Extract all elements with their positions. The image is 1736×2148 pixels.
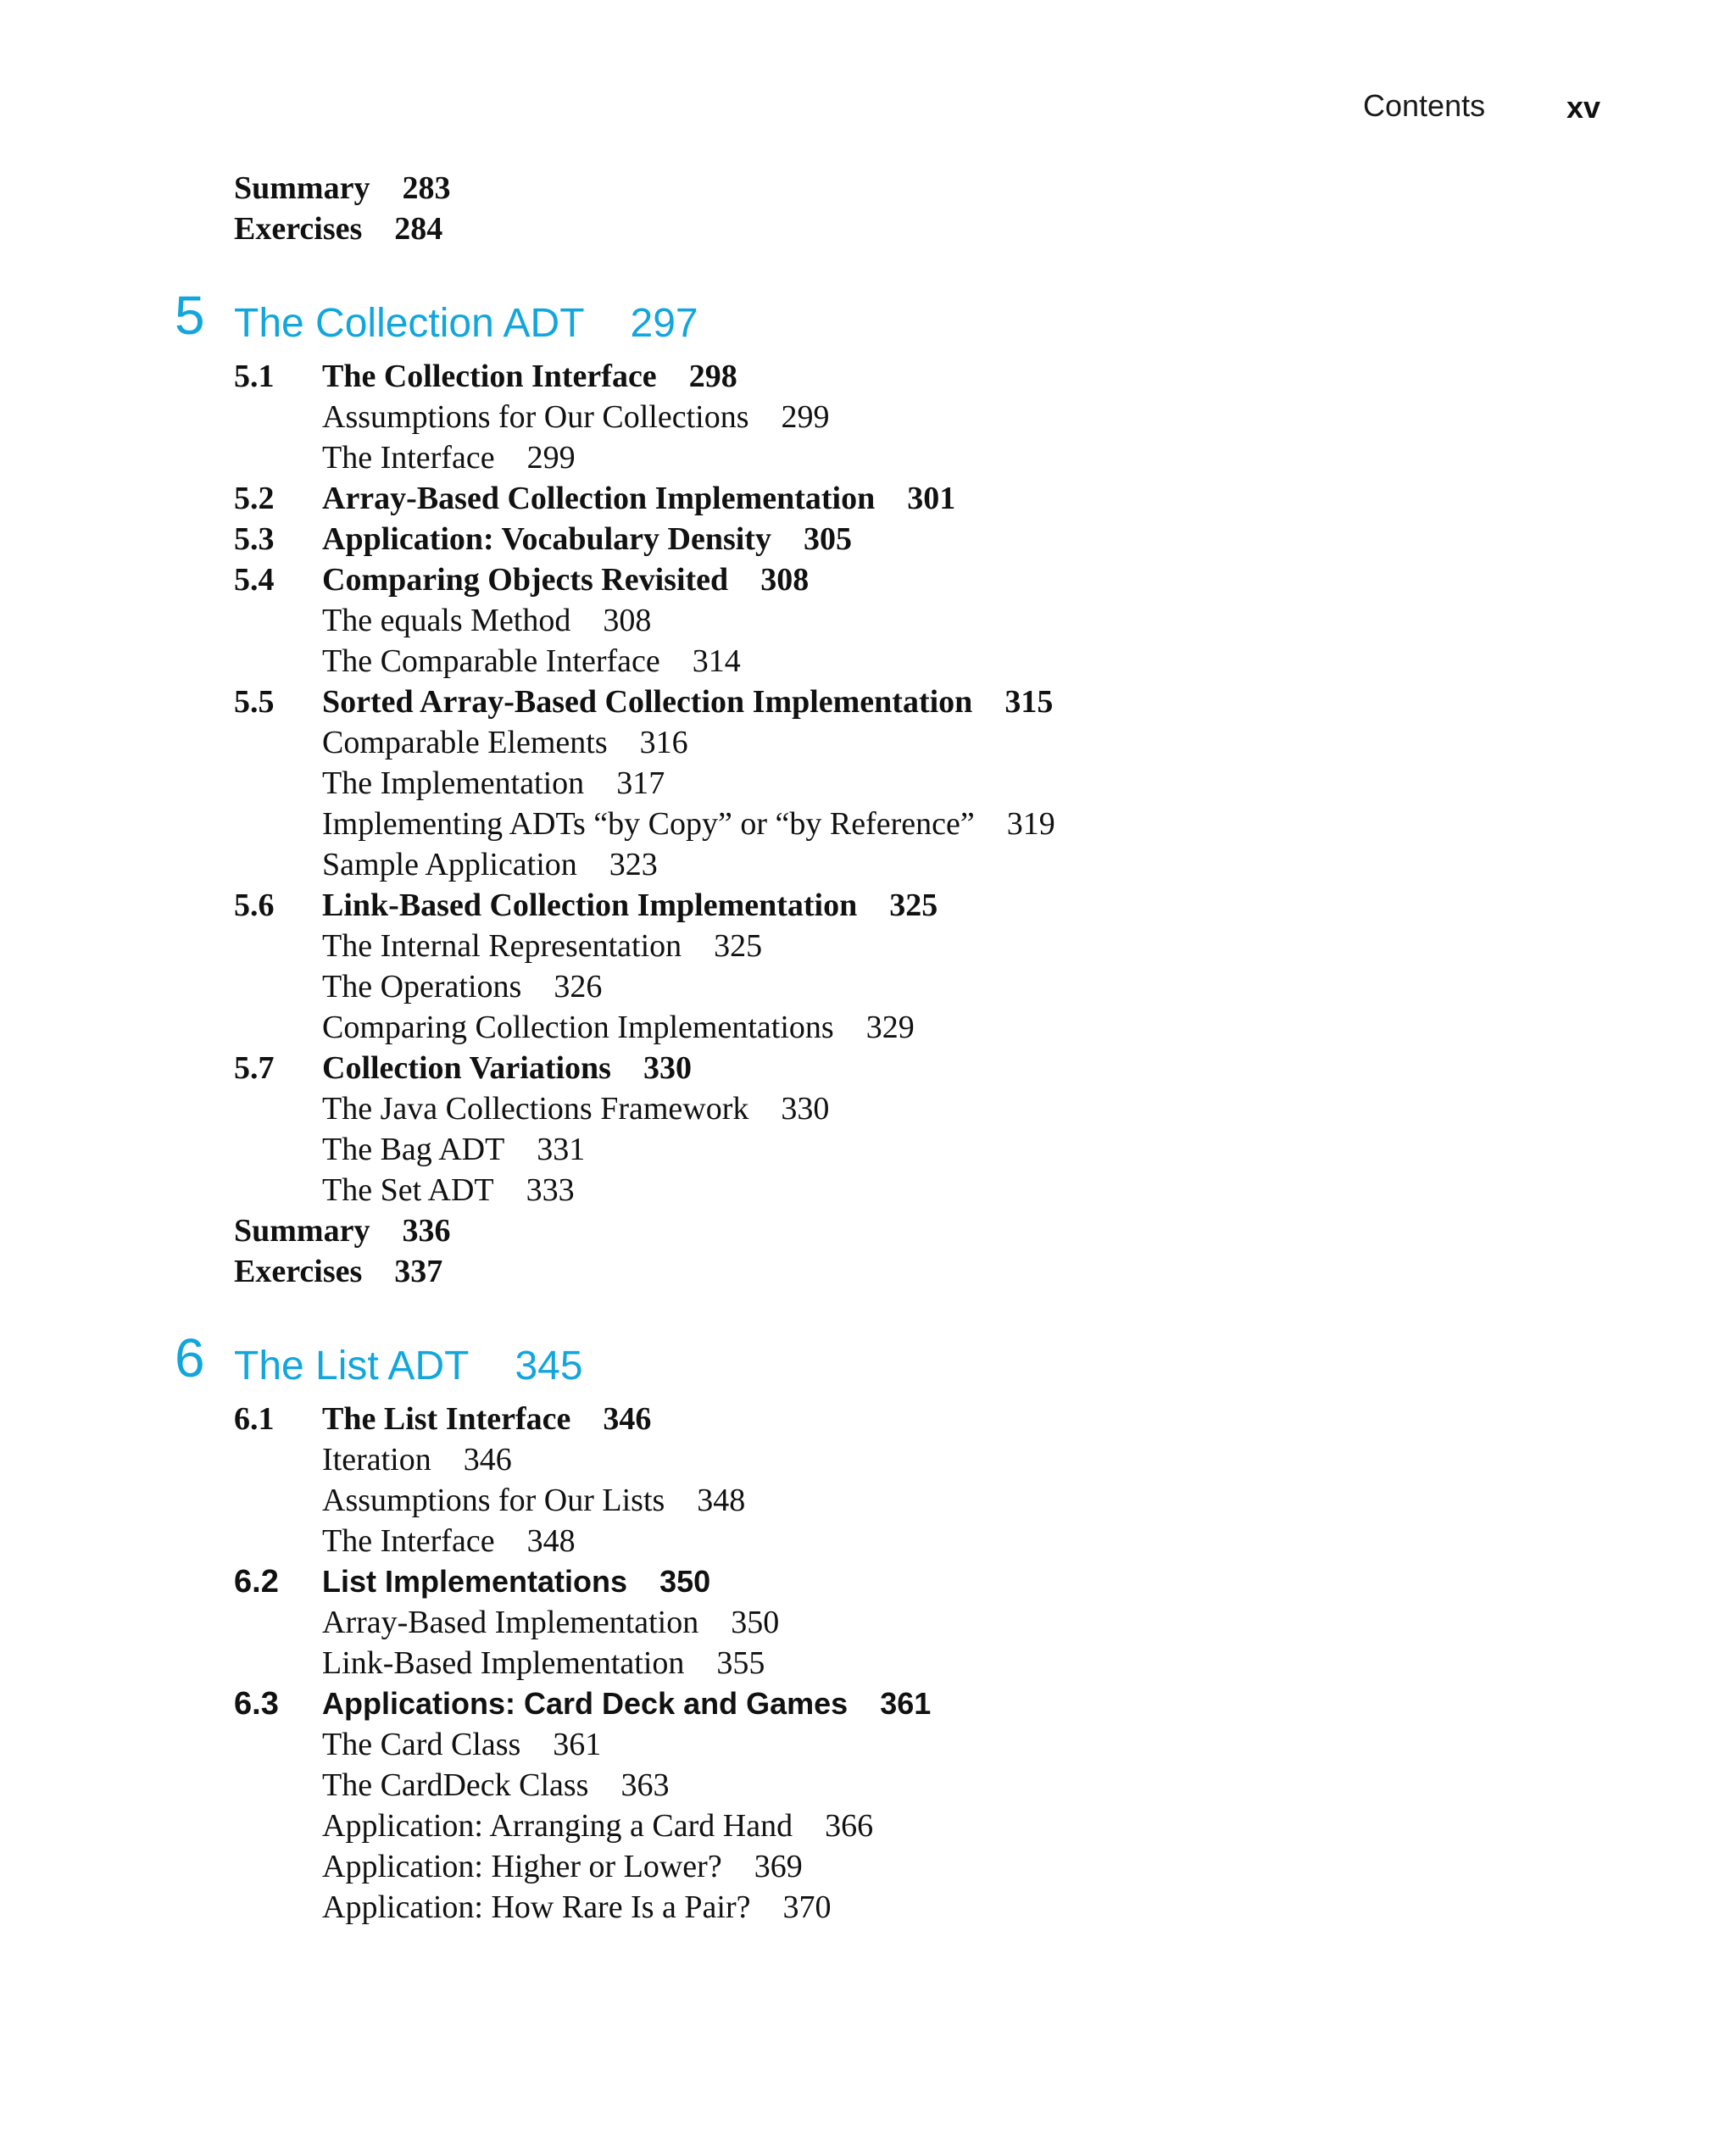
- subsection-entry[interactable]: [0, 1088, 1736, 1129]
- subsection-title-label: The Java Collections Framework: [322, 1091, 749, 1127]
- subsection-title-label: Application: How Rare Is a Pair?: [322, 1889, 751, 1925]
- subsection-entry[interactable]: [0, 844, 1736, 885]
- subsection-page: 370: [782, 1889, 832, 1925]
- subsection-entry[interactable]: [0, 966, 1736, 1007]
- toc-item-title: [234, 1251, 442, 1292]
- section-title: [322, 1683, 931, 1724]
- section-page: 305: [803, 521, 852, 557]
- subsection-entry[interactable]: [0, 763, 1736, 804]
- section-title: [322, 1048, 692, 1088]
- subsection-entry[interactable]: [0, 397, 1736, 437]
- section-number: 5.1: [234, 359, 275, 394]
- toc-item-entry[interactable]: [0, 209, 1736, 249]
- section-number: 6.3: [234, 1686, 279, 1722]
- subsection-title-label: Link-Based Implementation: [322, 1645, 685, 1681]
- section-entry[interactable]: [0, 1399, 1736, 1439]
- subsection-title: [322, 397, 829, 437]
- subsection-entry[interactable]: [0, 1439, 1736, 1480]
- header-label: Contents: [1363, 88, 1486, 123]
- subsection-title: [322, 1439, 512, 1480]
- subsection-title-label: The Interface: [322, 440, 495, 476]
- subsection-page: 350: [731, 1605, 780, 1640]
- subsection-page: 330: [781, 1091, 830, 1127]
- subsection-title-label: The Interface: [322, 1523, 495, 1559]
- subsection-page: 325: [714, 928, 763, 964]
- section-entry[interactable]: [0, 559, 1736, 600]
- section-entry[interactable]: [0, 1048, 1736, 1088]
- subsection-title-label: The Operations: [322, 969, 522, 1004]
- toc-item-page: 337: [394, 1254, 443, 1289]
- section-page: 301: [907, 481, 956, 516]
- chapter-number: 5: [175, 285, 205, 346]
- subsection-page: 361: [553, 1727, 602, 1762]
- section-title-label: Comparing Objects Revisited: [322, 562, 729, 598]
- subsection-title-label: Assumptions for Our Collections: [322, 399, 749, 435]
- subsection-title: [322, 1521, 576, 1561]
- section-entry[interactable]: [0, 1683, 1736, 1724]
- subsection-entry[interactable]: [0, 1129, 1736, 1170]
- toc-item-title: [234, 209, 442, 249]
- subsection-entry[interactable]: [0, 1724, 1736, 1765]
- subsection-title-label: The CardDeck Class: [322, 1767, 589, 1803]
- subsection-title: [322, 722, 688, 763]
- subsection-title-label: Application: Higher or Lower?: [322, 1849, 722, 1884]
- section-title-label: Link-Based Collection Implementation: [322, 888, 858, 923]
- subsection-page: 317: [616, 765, 665, 801]
- subsection-title-label: Sample Application: [322, 847, 577, 882]
- section-title: [322, 885, 938, 926]
- section-page: 346: [603, 1401, 652, 1437]
- toc-item-entry[interactable]: [0, 1251, 1736, 1292]
- section-page: 361: [880, 1686, 932, 1721]
- toc-item-label: Summary: [234, 1213, 370, 1249]
- subsection-entry[interactable]: [0, 437, 1736, 478]
- subsection-entry[interactable]: [0, 1643, 1736, 1683]
- subsection-entry[interactable]: [0, 1846, 1736, 1887]
- subsection-title-label: The Internal Representation: [322, 928, 682, 964]
- section-title-label: Sorted Array-Based Collection Implementation: [322, 684, 973, 720]
- subsection-page: 333: [526, 1172, 575, 1208]
- subsection-title-label: Comparing Collection Implementations: [322, 1010, 834, 1045]
- toc-item-title: [234, 1210, 450, 1251]
- chapter-heading[interactable]: [0, 266, 1736, 356]
- chapter-page: 297: [630, 301, 698, 346]
- section-title-label: Application: Vocabulary Density: [322, 521, 771, 557]
- subsection-entry[interactable]: [0, 926, 1736, 966]
- section-entry[interactable]: [0, 1561, 1736, 1602]
- subsection-entry[interactable]: [0, 1602, 1736, 1643]
- subsection-title: [322, 763, 665, 804]
- subsection-page: 299: [526, 440, 576, 476]
- chapter-title: [234, 300, 698, 348]
- toc-item-entry[interactable]: [0, 168, 1736, 209]
- subsection-title: [322, 1846, 803, 1887]
- subsection-entry[interactable]: [0, 1007, 1736, 1048]
- subsection-title-label: Array-Based Implementation: [322, 1605, 699, 1640]
- subsection-entry[interactable]: [0, 1887, 1736, 1928]
- subsection-title: [322, 1007, 915, 1048]
- section-entry[interactable]: [0, 885, 1736, 926]
- subsection-title-label: The Comparable Interface: [322, 643, 660, 679]
- subsection-page: 308: [603, 603, 652, 638]
- section-entry[interactable]: [0, 356, 1736, 397]
- subsection-page: 348: [526, 1523, 576, 1559]
- subsection-title-label: The Bag ADT: [322, 1132, 505, 1167]
- toc-item-page: 283: [402, 170, 451, 206]
- subsection-title: [322, 1765, 669, 1806]
- subsection-entry[interactable]: [0, 1521, 1736, 1561]
- subsection-title-label: Implementing ADTs “by Copy” or “by Reference”: [322, 806, 975, 842]
- subsection-page: 331: [537, 1132, 586, 1167]
- section-page: 350: [659, 1564, 711, 1599]
- subsection-title: [322, 1129, 585, 1170]
- toc-item-page: 284: [394, 211, 443, 247]
- section-title: [322, 1561, 710, 1602]
- toc-item-label: Exercises: [234, 211, 363, 247]
- subsection-title: [322, 1170, 575, 1210]
- subsection-title: [322, 1643, 765, 1683]
- section-title-label: Collection Variations: [322, 1050, 611, 1086]
- subsection-page: 329: [865, 1010, 915, 1045]
- toc-item-label: Summary: [234, 170, 370, 206]
- subsection-page: 355: [716, 1645, 765, 1681]
- section-title: [322, 356, 737, 397]
- section-title-label: The Collection Interface: [322, 359, 657, 394]
- section-page: 315: [1004, 684, 1054, 720]
- section-page: 330: [643, 1050, 692, 1086]
- subsection-title: [322, 1480, 745, 1521]
- section-title: [322, 559, 809, 600]
- subsection-page: 319: [1006, 806, 1055, 842]
- chapter-page: 345: [515, 1344, 583, 1388]
- subsection-title: [322, 600, 651, 641]
- section-page: 298: [688, 359, 737, 394]
- running-header: [1363, 88, 1609, 131]
- section-number: 5.7: [234, 1050, 275, 1086]
- subsection-title-label: Comparable Elements: [322, 725, 608, 760]
- section-entry[interactable]: [0, 478, 1736, 519]
- subsection-page: 323: [609, 847, 658, 882]
- subsection-entry[interactable]: [0, 1170, 1736, 1210]
- section-title: [322, 682, 1053, 722]
- subsection-title-label: Assumptions for Our Lists: [322, 1483, 665, 1518]
- subsection-title: [322, 437, 576, 478]
- section-title-label: The List Interface: [322, 1401, 571, 1437]
- subsection-entry[interactable]: [0, 1765, 1736, 1806]
- toc-item-title: [234, 168, 450, 209]
- subsection-title-label: The Implementation: [322, 765, 585, 801]
- subsection-title: [322, 641, 741, 682]
- subsection-entry[interactable]: [0, 722, 1736, 763]
- subsection-page: 346: [463, 1442, 512, 1477]
- toc-item-page: 336: [402, 1213, 451, 1249]
- section-entry[interactable]: [0, 682, 1736, 722]
- section-title-label: Applications: Card Deck and Games: [322, 1686, 849, 1721]
- toc-item-label: Exercises: [234, 1254, 363, 1289]
- section-number: 5.4: [234, 562, 275, 598]
- subsection-title-label: Iteration: [322, 1442, 431, 1477]
- subsection-page: 366: [825, 1808, 874, 1844]
- chapter-title: [234, 1343, 583, 1390]
- header-page-number: xv: [1566, 90, 1600, 125]
- subsection-title-label: The Set ADT: [322, 1172, 494, 1208]
- subsection-title: [322, 1602, 779, 1643]
- subsection-title: [322, 926, 762, 966]
- subsection-title-label: The equals Method: [322, 603, 571, 638]
- section-number: 5.5: [234, 684, 275, 720]
- subsection-title-label: The Card Class: [322, 1727, 521, 1762]
- subsection-entry[interactable]: [0, 600, 1736, 641]
- section-title: [322, 1399, 651, 1439]
- table-of-contents: [0, 168, 1736, 1928]
- chapter-heading[interactable]: [0, 1309, 1736, 1399]
- subsection-title: [322, 1088, 829, 1129]
- section-number: 5.2: [234, 481, 275, 516]
- subsection-entry[interactable]: [0, 1806, 1736, 1846]
- subsection-entry[interactable]: [0, 641, 1736, 682]
- subsection-title: [322, 804, 1055, 844]
- subsection-title: [322, 1724, 601, 1765]
- section-number: 6.2: [234, 1564, 279, 1600]
- chapter-title-label: The Collection ADT: [234, 301, 585, 346]
- subsection-entry[interactable]: [0, 804, 1736, 844]
- subsection-page: 314: [692, 643, 741, 679]
- section-number: 5.3: [234, 521, 275, 557]
- subsection-page: 348: [697, 1483, 746, 1518]
- subsection-title: [322, 1887, 831, 1928]
- subsection-page: 299: [781, 399, 830, 435]
- section-number: 5.6: [234, 888, 275, 923]
- toc-item-entry[interactable]: [0, 1210, 1736, 1251]
- subsection-page: 316: [639, 725, 688, 760]
- subsection-page: 326: [554, 969, 603, 1004]
- section-number: 6.1: [234, 1401, 275, 1437]
- section-title-label: Array-Based Collection Implementation: [322, 481, 876, 516]
- subsection-page: 363: [620, 1767, 670, 1803]
- section-title: [322, 478, 955, 519]
- section-entry[interactable]: [0, 519, 1736, 559]
- chapter-title-label: The List ADT: [234, 1344, 470, 1388]
- subsection-title: [322, 844, 658, 885]
- section-title-label: List Implementations: [322, 1564, 628, 1599]
- chapter-number: 6: [175, 1327, 205, 1388]
- subsection-page: 369: [754, 1849, 803, 1884]
- subsection-title: [322, 966, 602, 1007]
- section-page: 325: [889, 888, 938, 923]
- section-page: 308: [760, 562, 810, 598]
- section-title: [322, 519, 852, 559]
- subsection-title-label: Application: Arranging a Card Hand: [322, 1808, 793, 1844]
- subsection-entry[interactable]: [0, 1480, 1736, 1521]
- subsection-title: [322, 1806, 873, 1846]
